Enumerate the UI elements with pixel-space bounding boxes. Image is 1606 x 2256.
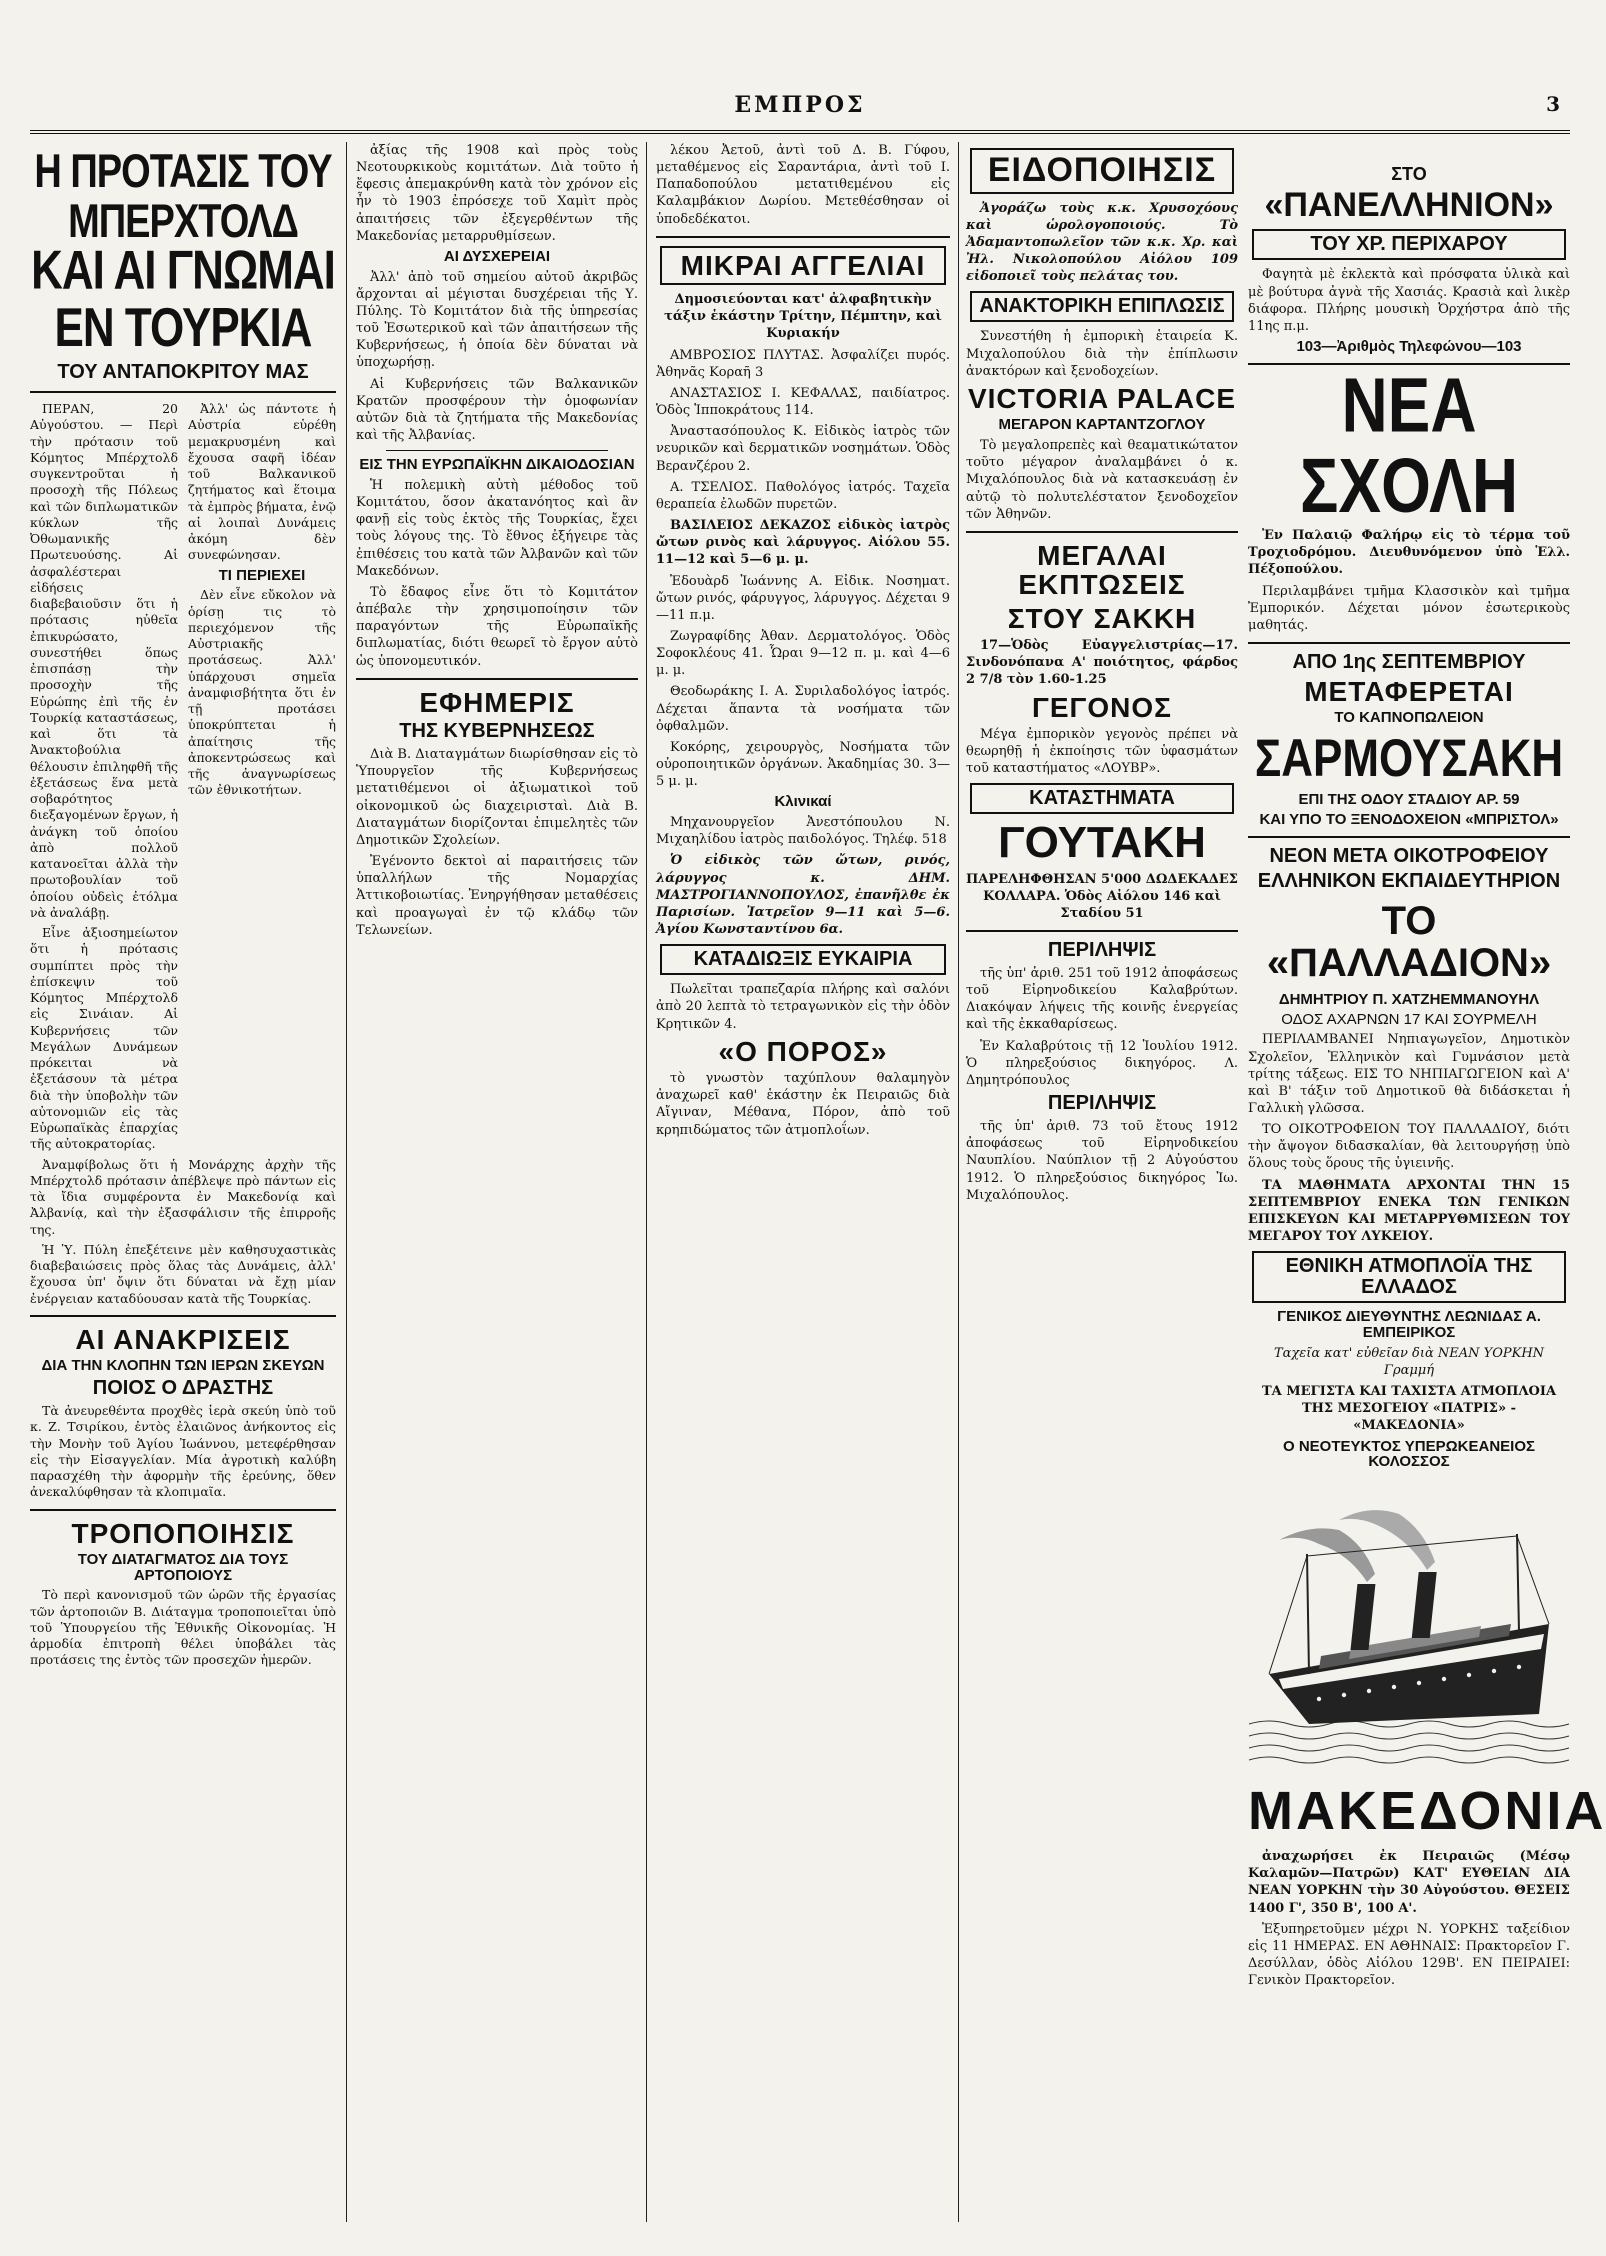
ad-heading: ΕΘΝΙΚΗ ΑΤΜΟΠΛΟΪΑ ΤΗΣ ΕΛΛΑΔΟΣ	[1252, 1251, 1566, 1303]
section-heading: ΜΕΓΑΛΑΙ ΕΚΠΤΩΣΕΙΣ	[1018, 539, 1186, 601]
column-3	[656, 142, 950, 2222]
article-para: Τὸ περὶ κανονισμοῦ τῶν ὡρῶν τῆς ἐργασίας τῶν ἀρτοποιῶν Β. Διάταγμα τροποποιεῖται ὑπὸ τοῦ Ὑπουργείου τῆς Ἐθνικῆς Οἰκονομίας. Ἡ ἀρμοδία ἐπιτροπὴ θέλει ὑποβάλει τὰς προτάσεις της ἐντὸς τῶν προσεχῶν ἡμερῶν.	[30, 1587, 336, 1668]
lead-headline-1: Η ΠΡΟΤΑΣΙΣ ΤΟΥ ΜΠΕΡΧΤΟΛΔ	[34, 145, 332, 248]
ad-subheading: ΜΕΓΑΡΟΝ ΚΑΡΤΑΝΤΖΟΓΛΟΥ	[998, 416, 1206, 434]
ad-text: Περιλαμβάνει τμῆμα Κλασσικὸν καὶ τμῆμα Ἐμπορικόν. Δέχεται μόνον ἐσωτερικοὺς μαθητάς.	[1248, 583, 1570, 633]
section-subheading: ΤΟΥ ΔΙΑΤΑΓΜΑΤΟΣ ΔΙΑ ΤΟΥΣ ΑΡΤΟΠΟΙΟΥΣ	[77, 1550, 289, 1584]
section-heading: ΜΙΚΡΑΙ ΑΓΓΕΛΙΑΙ	[660, 246, 946, 285]
section-heading: Κλινικαί	[774, 793, 832, 811]
ad-subheading: ΑΠΟ 1ης ΣΕΠΤΕΜΒΡΙΟΥ	[1292, 651, 1526, 674]
article-para: Ἡ πολεμικὴ αὐτὴ μέθοδος τοῦ Κομιτάτου, ὅσον ἀκατανόητος καὶ ἂν φανῇ εἰς τοὺς ἐκτὸς τῆς Τουρκίας, ἔχει τοὺς λόγους της. Τὸ ἔθνος ἐξήγειρε τὰς ἐπιθέσεις του κατὰ τῶν Ἀλβανῶν καὶ τῶν Μακεδόνων.	[356, 478, 638, 579]
section-heading: ΓΕΓΟΝΟΣ	[1032, 691, 1172, 723]
ad-text: τῆς ὑπ' ἀριθ. 73 τοῦ ἔτους 1912 ἀποφάσεως τοῦ Εἰρηνοδικείου Ναυπλίου. Ναύπλιον τῇ 2 Αὐγούστου 1912. Ὁ πληρεξούσιος δικηγόρος Ἰω. Μιχαλόπουλος.	[966, 1119, 1238, 1203]
column-5	[1248, 142, 1606, 2222]
ad-prefix: ΣΤΟ	[1391, 164, 1427, 184]
column-2	[356, 142, 638, 2222]
ad-subheading: ΕΛΛΗΝΙΚΟΝ ΕΚΠΑΙΔΕΥΤΗΡΙΟΝ	[1257, 869, 1561, 892]
ad-text: Πωλεῖται τραπεζαρία πλήρης καὶ σαλόνι ἀπὸ 20 λεπτὰ τὸ τετραγωνικὸν εἰς τὴν ὁδὸν Κρητικῶν 4.	[656, 982, 950, 1032]
section-heading: ΚΑΤΑΣΤΗΜΑΤΑ	[970, 783, 1234, 814]
column-4	[966, 142, 1238, 2222]
section-subheading: ΤΗΣ ΚΥΒΕΡΝΗΣΕΩΣ	[399, 720, 595, 743]
article-para: λέκου Ἀετοῦ, ἀντὶ τοῦ Δ. Β. Γύφου, μεταθέμενος εἰς Σαραντάρια, ἀντὶ τοῦ Ι. Παπαδοπούλου μετατιθεμένου εἰς Καλαμβάκιον Δωρίου. Μετεθέσθησαν οἱ ὑποδεδέκατοι.	[656, 143, 950, 227]
ad-text: Φαγητὰ μὲ ἐκλεκτὰ καὶ πρόσφατα ὑλικὰ καὶ μὲ βούτυρα ἀγνὰ τῆς Χασιάς. Κρασιὰ καὶ λικὲρ διάφορα. Πλήρης μουσικὴ Ὀρχήστρα ἀπὸ τῆς 11ης π.μ.	[1248, 267, 1570, 334]
ad-text: Θεοδωράκης Ι. Α. Συριλαδολόγος ἰατρός. Δέχεται ἅπαντα τὰ νοσήματα τῶν ὀφθαλμῶν.	[656, 684, 950, 734]
ad-subheading: 103—Ἀριθμὸς Τηλεφώνου—103	[1296, 338, 1522, 355]
ad-text: τὸ γνωστὸν ταχύπλουν θαλαμηγὸν ἀναχωρεῖ καθ' ἑκάστην ἐκ Πειραιῶς διὰ Αἴγιναν, Μέθανα, Πόρον, ἀπὸ τοῦ κρηπιδώματος τῶν ἀτμοπλοΐων.	[656, 1071, 950, 1138]
article-para: Ἀναμφίβολως ὅτι ἡ Μονάρχης ἀρχὴν τῆς Μπέρχτολδ πρότασιν ἀπέβλεψε πρὸ πάντων εἰς τὰ ἴδια συμφέροντα ἐν Μακεδονίᾳ καὶ Ἀλβανίᾳ, καὶ τὴν ἐξασφάλισιν τῆς ἐπιρροῆς της.	[30, 1156, 336, 1237]
article-para: Ἐγένοντο δεκτοὶ αἱ παραιτήσεις τῶν ὑπαλλήλων τῆς Νομαρχίας Ἀττικοβοιωτίας. Ἐνηργήθησαν μεταθέσεις καὶ προαγωγαὶ ἐν τῷ κλάδῳ τῶν Τελωνείων.	[356, 854, 638, 938]
ad-text: Τὸ μεγαλοπρεπὲς καὶ θεαματικώτατον τοῦτο μέγαρον ἀναλαμβάνει ὁ κ. Μιχαλόπουλος διὰ νὰ κατασκευάσῃ ἐν αὐτῷ τὸ πολυτελέστατον ξενοδοχεῖον τῶν Ἀθηνῶν.	[966, 438, 1238, 522]
ship-name: ΜΑΚΕΔΟΝΙΑ	[1248, 1781, 1606, 1842]
section-heading: ΕΙΣ ΤΗΝ ΕΥΡΩΠΑΪΚΗΝ ΔΙΚΑΙΟΔΟΣΙΑΝ	[359, 456, 635, 474]
section-heading: ΕΙΔΟΠΟΙΗΣΙΣ	[970, 148, 1234, 194]
ad-text: ΠΕΡΙΛΑΜΒΑΝΕΙ Νηπιαγωγεῖον, Δημοτικὸν Σχολεῖον, Ἑλληνικὸν καὶ Γυμνάσιον μετὰ τρίτης τάξεως. ΕΙΣ ΤΟ ΝΗΠΙΑΓΩΓΕΙΟΝ καὶ Α' καὶ Β' τάξιν τοῦ Δημοτικοῦ θὰ διδάσκεται ἡ Γαλλικὴ γλῶσσα.	[1248, 1032, 1570, 1117]
article-para: Τὰ ἀνευρεθέντα προχθὲς ἱερὰ σκεύη ὑπὸ τοῦ κ. Ζ. Τσιρίκου, ἐντὸς ἐλαιῶνος ἀνήκοντος εἰς τὴν Μονὴν τοῦ Ἁγίου Ἰωάννου, μετεφέρθησαν εἰς τὴν Εἰσαγγελίαν. Μία ἀγροτικὴ καλύβη παρασχέθη τὴν ἀφορμὴν τῆς ἐρεύνης, ὅθεν ἀνεκαλύφθησαν τὰ κλοπιμαῖα.	[30, 1403, 336, 1500]
ad-text: ΠΑΡΕΛΗΦΘΗΣΑΝ 5'000 ΔΩΔΕΚΑΔΕΣ ΚΟΛΛΑΡΑ. Ὁδὸς Αἰόλου 146 καὶ Σταδίου 51	[966, 871, 1238, 921]
article-para: ἀξίας τῆς 1908 καὶ πρὸς τοὺς Νεοτουρκικοὺς κομιτάτων. Διὰ τοῦτο ἡ ἔφεσις ἀπεμακρύνθη κατὰ τὸν χρόνον εἰς ἦν τὸ 1903 ἐπρόσεχε τοῦ Χαμὶτ πρὸς ἀπαιτήσεις τῶν ἐξεγερθέντων τῆς Μακεδονίας μεταρρυθμίσεων.	[356, 143, 638, 244]
ad-text: Δημοσιεύονται κατ' ἀλφαβητικὴν τάξιν ἑκάστην Τρίτην, Πέμπτην, καὶ Κυριακήν	[664, 292, 942, 342]
page-number: 3	[1546, 92, 1560, 116]
ad-text: Ἐξυπηρετοῦμεν μέχρι Ν. ΥΟΡΚΗΣ ταξείδιον εἰς 11 ΗΜΕΡΑΣ. ΕΝ ΑΘΗΝΑΙΣ: Πρακτορεῖον Γ. Δεσύλλαν, ὁδὸς Αἰόλου 129Β'. ΕΝ ΠΕΙΡΑΙΕΙ: Γενικὸν Πρακτορεῖον.	[1248, 1921, 1570, 1989]
ad-heading: ΣΤΟΥ ΣΑΚΚΗ	[1007, 602, 1197, 634]
ad-subheading: ΤΟ ΚΑΠΝΟΠΩΛΕΙΟΝ	[1334, 709, 1484, 727]
ad-text: Ἐν Καλαβρύτοις τῇ 12 Ἰουλίου 1912. Ὁ πληρεξούσιος δικηγόρος. Λ. Δημητρόπουλος	[966, 1038, 1238, 1088]
masthead	[30, 90, 1570, 134]
ad-heading: «ΠΑΝΕΛΛΗΝΙΟΝ»	[1264, 185, 1554, 224]
ad-text: 17—Ὁδὸς Εὐαγγελιστρίας—17. Σινδονόπανα Α' ποιότητος, φάρδος 2 7/8 τὸν 1.60-1.25	[966, 638, 1238, 688]
ad-text: ΑΝΑΣΤΑΣΙΟΣ Ι. ΚΕΦΑΛΑΣ, παιδίατρος. Ὁδὸς Ἱπποκράτους 114.	[656, 385, 950, 419]
ad-text: ΤΟ ΟΙΚΟΤΡΟΦΕΙΟΝ ΤΟΥ ΠΑΛΛΑΔΙΟΥ, διότι τὴν ἄψογον διδασκαλίαν, θὰ λειτουργήσῃ ὑπὸ ὅλους τοὺς ὅρους τῆς ὑγιεινῆς.	[1248, 1122, 1570, 1172]
ad-heading: ΜΕΤΑΦΕΡΕΤΑΙ	[1304, 676, 1514, 708]
ad-heading: ΣΑΡΜΟΥΣΑΚΗ	[1254, 729, 1564, 788]
section-heading: ΑΙ ΔΥΣΧΕΡΕΙΑΙ	[443, 247, 551, 265]
ad-text: Ἐν Παλαιῷ Φαλήρῳ εἰς τὸ τέρμα τοῦ Τροχιοδρόμου. Διευθυνόμενον ὑπὸ Ἑλλ. Πέξοπούλου.	[1248, 528, 1570, 578]
section-heading: ΠΕΡΙΛΗΨΙΣ	[1047, 939, 1157, 962]
ad-subheading: ΤΟΥ ΧΡ. ΠΕΡΙΧΑΡΟΥ	[1252, 229, 1566, 260]
newspaper-title: ΕΜΠΡΟΣ	[734, 92, 866, 118]
article-para: Αἱ Κυβερνήσεις τῶν Βαλκανικῶν Κρατῶν προσφέρουν τὴν ὁμοφωνίαν αὐτῶν διὰ τὰ ζητήματα τῆς Μακεδονίας καὶ τῆς Ἀλβανίας.	[356, 376, 638, 444]
newspaper-page	[30, 30, 1606, 2230]
article-para: Ἡ Ὑ. Πύλη ἐπεξέτεινε μὲν καθησυχαστικὰς διαβεβαιώσεις πρὸς ὅλας τὰς Δυνάμεις, ἀλλ' ἔχουσα ὑπ' ὄψιν ὅτι δύναται νὰ ἔχῃ μίαν ἐνέργειαν καταδύουσαν κατὰ τῆς Τουρκίας.	[30, 1241, 336, 1306]
ad-text: Ζωγραφίδης Ἀθαν. Δερματολόγος. Ὁδὸς Σοφοκλέους 41. Ὧραι 9—12 π. μ. καὶ 4—6 μ. μ.	[656, 628, 950, 679]
ad-subheading: Ο ΝΕΟΤΕΥΚΤΟΣ ΥΠΕΡΩΚΕΑΝΕΙΟΣ ΚΟΛΟΣΣΟΣ	[1282, 1437, 1536, 1471]
lead-headline-2: ΚΑΙ ΑΙ ΓΝΩΜΑΙ ΕΝ ΤΟΥΡΚΙΑ	[31, 239, 335, 359]
ad-heading: ΓΟΥΤΑΚΗ	[998, 818, 1206, 868]
article-para: Τὸ ἔδαφος εἶνε ὅτι τὸ Κομιτάτον ἀπέβαλε τὴν χρησιμοποίησιν τῶν παραγόντων τῆς Εὐρωπαϊκῆς διπλωματίας, διότι θεωρεῖ τὸ ἔργον αὐτὸ ὡς ὑπονομευτικόν.	[356, 584, 638, 669]
ad-text: ΤΑ ΜΑΘΗΜΑΤΑ ΑΡΧΟΝΤΑΙ ΤΗΝ 15 ΣΕΠΤΕΜΒΡΙΟΥ ΕΝΕΚΑ ΤΩΝ ΓΕΝΙΚΩΝ ΕΠΙΣΚΕΥΩΝ ΚΑΙ ΜΕΤΑΡΡΥΘΜΙΣΕΩΝ ΤΟΥ ΜΕΓΑΡΟΥ ΤΟΥ ΛΥΚΕΙΟΥ.	[1248, 1177, 1570, 1245]
ad-subheading: ΕΠΙ ΤΗΣ ΟΔΟΥ ΣΤΑΔΙΟΥ ΑΡ. 59	[1298, 791, 1520, 809]
ad-subheading: ΟΔΟΣ ΑΧΑΡΝΩΝ 17 ΚΑΙ ΣΟΥΡΜΕΛΗ	[1281, 1010, 1537, 1028]
column-1	[30, 142, 336, 2222]
ad-heading: ΝΕΑ ΣΧΟΛΗ	[1299, 361, 1519, 529]
section-heading: ΑΝΑΚΤΟΡΙΚΗ ΕΠΙΠΛΩΣΙΣ	[970, 291, 1234, 322]
ad-text: Μέγα ἐμπορικὸν γεγονὸς πρέπει νὰ θεωρηθῇ ἡ ἐκποίησις τῶν ὑφασμάτων τοῦ καταστήματος «ΛΟΥΒΡ».	[966, 726, 1238, 777]
ad-text: ΑΜΒΡΟΣΙΟΣ ΠΛΥΤΑΣ. Ἀσφαλίζει πυρός. Ἀθηνᾶς Κοραῆ 3	[656, 347, 950, 380]
ad-text: Ἀγοράζω τοὺς κ.κ. Χρυσοχόους καὶ ὡρολογοποιούς. Τὸ Ἀδαμαντοπωλεῖον τῶν κ.κ. Χρ. καὶ Ἠλ. Νικολοπούλου Αἰόλου 109 εἰδοποιεῖ τοὺς πελάτας του.	[966, 200, 1238, 285]
article-para: Δὲν εἶνε εὔκολον νὰ ὁρίσῃ τις τὸ περιεχόμενον τῆς Αὐστριακῆς προτάσεως. Ἀλλ' ὑπάρχουσι σημεῖα ἀναμφισβήτητα ὅτι ἐν τῇ προτάσει ὑποκρύπτεται ἡ ἀπαίτησις τῆς ἀποκεντρώσεως καὶ τῆς ἀναγνωρίσεως τῶν ἐθνικοτήτων.	[188, 587, 336, 798]
article-para: Διὰ Β. Διαταγμάτων διωρίσθησαν εἰς τὸ Ὑπουργεῖον τῆς Κυβερνήσεως μετατιθέμενοι οἱ ἀξιωματικοὶ τοῦ οἰκονομικοῦ ὡς διαχειρισταὶ. Διὰ Β. Διαταγμάτων διορίζονται ἐπιμελητὲς τῶν Δημοτικῶν Σχολείων.	[356, 747, 638, 848]
ad-heading: ΤΟ «ΠΑΛΛΑΔΙΟΝ»	[1266, 898, 1552, 985]
article-para: Εἶνε ἀξιοσημείωτον ὅτι ἡ πρότασις συμπίπτει πρὸς τὴν ἐπίσκεψιν τοῦ Κόμητος Μπέρχτολδ εἰς Σινάιαν. Αἱ Κυβερνήσεις τῶν Μεγάλων Δυνάμεων πρόκειται νὰ ἐξετάσουν τὰ μέτρα διὰ τὴν ὑποβολὴν τῶν αὐτονομιῶν εἰς τὰς Εὐρωπαϊκὰς ἐπαρχίας τῆς αὐτοκρατορίας.	[30, 925, 178, 1152]
article-para: ΠΕΡΑΝ, 20 Αὐγούστου. — Περὶ τὴν πρότασιν τοῦ Κόμητος Μπέρχτολδ συγκεντροῦται ἡ προσοχὴ τῆς Πόλεως καὶ τῶν διπλωματικῶν κύκλων τῆς Ὀθωμανικῆς Πρωτευούσης. Αἱ ἀσφαλέστεραι εἰδήσεις διαβεβαιοῦσιν ὅτι ἡ πρότασις ηὐθεῖα ἐπικυρώσατο, συνεστήθει ὅπως ἐπισπάσῃ τὴν προσοχὴν τῆς Εὐρώπης ἐπὶ τῆς ἐν Τουρκίᾳ καταστάσεως, καὶ ὅτι τὰ Ἀνακτοβούλια θέλουσιν ἐπιληφθῆ τῆς ἐξετάσεως ἕνα μετὰ σοβαρότητος διεξαγομένων ἔργων, ἡ ἀνάγκη τοῦ ὁποίου ἀπὸ πολλοῦ κατανοεῖται ἀλλὰ τὴν πρωτοβουλίαν τοῦ ὁποίου οὐδεὶς ἐτόλμα νὰ ἀναλάβῃ.	[30, 401, 178, 920]
ad-heading: VICTORIA PALACE	[967, 382, 1237, 414]
ad-text: ἀναχωρήσει ἐκ Πειραιῶς (Μέσῳ Καλαμῶν—Πατρῶν) ΚΑΤ' ΕΥΘΕΙΑΝ ΔΙΑ ΝΕΑΝ ΥΟΡΚΗΝ τὴν 30 Αὐγούστου. ΘΕΣΕΙΣ 1400 Γ', 350 Β', 100 Α'.	[1248, 1849, 1570, 1916]
ad-text: Ἀναστασόπουλος Κ. Εἰδικὸς ἰατρὸς τῶν νευρικῶν καὶ δερματικῶν νοσημάτων. Ὁδὸς Βερανζέρου 2.	[656, 424, 950, 474]
ad-text: Μηχανουργεῖον Ἀνεστόπουλου Ν. Μιχαηλίδου ἰατρὸς παιδολόγος. Τηλέφ. 518	[656, 815, 950, 848]
ad-text: Ὁ εἰδικὸς τῶν ὤτων, ρινός, λάρυγγος κ. ΔΗΜ. ΜΑΣΤΡΟΓΙΑΝΝΟΠΟΥΛΟΣ, ἐπανῆλθε ἐκ Παρισίων. Ἰατρεῖον 9—11 καὶ 5—6. Ἀγίου Κωνσταντίνου 6α.	[656, 853, 950, 938]
section-heading: ΕΦΗΜΕΡΙΣ	[419, 686, 575, 718]
ad-text: Κοκόρης, χειρουργὸς, Νοσήματα τῶν οὐροποιητικῶν ὀργάνων. Ἀκαδημίας 30. 3—5 μ. μ.	[656, 739, 950, 790]
ad-text: ΤΑ ΜΕΓΙΣΤΑ ΚΑΙ ΤΑΧΙΣΤΑ ΑΤΜΟΠΛΟΙΑ ΤΗΣ ΜΕΣΟΓΕΙΟΥ «ΠΑΤΡΙΣ» - «ΜΑΚΕΔΟΝΙΑ»	[1261, 1384, 1557, 1434]
ad-text: Συνεστήθη ἡ ἐμπορικὴ ἑταιρεία Κ. Μιχαλοπούλου διὰ τὴν ἐπίπλωσιν ἀνακτόρων καὶ ξενοδοχείων.	[966, 329, 1238, 379]
steamship-illustration	[1248, 1474, 1570, 1774]
ad-text: Ἐδουὰρδ Ἰωάννης Α. Εἰδικ. Νοσηματ. ὤτων ρινός, φάρυγγος, λάρυγγος. Δέχεται 9—11 π.μ.	[656, 573, 950, 623]
ad-subheading: ΝΕΟΝ ΜΕΤΑ ΟΙΚΟΤΡΟΦΕΙΟΥ	[1269, 844, 1549, 867]
ad-text: ΒΑΣΙΛΕΙΟΣ ΔΕΚΑΖΟΣ εἰδικὸς ἰατρὸς ὤτων ρινὸς καὶ λάρυγγος. Αἰόλου 55. 11—12 καὶ 5—6 μ. μ.	[656, 518, 950, 568]
ad-text: τῆς ὑπ' ἀριθ. 251 τοῦ 1912 ἀποφάσεως τοῦ Εἰρηνοδικείου Καλαβρύτων. Διακόψαν λήψεις τῆς κοινῆς ἐνεργείας καὶ τῆς ἐκκαθαρίσεως.	[966, 966, 1238, 1033]
section-heading: ΚΑΤΑΔΙΩΞΙΣ ΕΥΚΑΙΡΙΑ	[660, 944, 946, 975]
section-heading: ΤΙ ΠΕΡΙΕΧΕΙ	[218, 566, 306, 584]
section-heading: «Ο ΠΟΡΟΣ»	[718, 1035, 888, 1067]
article-para: Ἀλλ' ὡς πάντοτε ἡ Αὐστρία εὑρέθη μεμακρυσμένη καὶ ἔχουσα σαφῆ ἰδέαν τοῦ Βαλκανικοῦ ζητήματος καὶ ἕτοιμα τὰ ἐμπρὸς βήματα, ἐνῷ αἱ λοιπαὶ Δυνάμεις ἀκόμη δὲν συνεφώνησαν.	[188, 401, 336, 563]
ad-subheading: ΓΕΝΙΚΟΣ ΔΙΕΥΘΥΝΤΗΣ ΛΕΩΝΙΔΑΣ Α. ΕΜΠΕΙΡΙΚΟΣ	[1277, 1308, 1541, 1342]
ad-subheading: ΚΑΙ ΥΠΟ ΤΟ ΞΕΝΟΔΟΧΕΙΟΝ «ΜΠΡΙΣΤΟΛ»	[1259, 811, 1559, 829]
ad-subheading: ΔΗΜΗΤΡΙΟΥ Π. ΧΑΤΖΗΕΜΜΑΝΟΥΗΛ	[1278, 990, 1540, 1008]
article-para: Ἀλλ' ἀπὸ τοῦ σημείου αὐτοῦ ἀκριβῶς ἄρχονται αἱ μέγισται δυσχέρειαι τῆς Υ. Πύλης. Τὸ Κομιτάτον διὰ τῆς ὑπηρεσίας τοῦ Ἐσωτερικοῦ καὶ τῶν ἀπαιτήσεων τῆς Κυβερνήσεως, ἡ ὁποία δὲν δύναται νὰ ὑποχωρήσῃ.	[356, 269, 638, 371]
lead-subhead: ΤΟΥ ΑΝΤΑΠΟΚΡΙΤΟΥ ΜΑΣ	[57, 361, 309, 384]
section-heading: ΤΡΟΠΟΠΟΙΗΣΙΣ	[71, 1517, 295, 1549]
ad-text: Ταχεῖα κατ' εὐθεῖαν διὰ ΝΕΑΝ ΥΟΡΚΗΝ Γραμμή	[1273, 1345, 1545, 1378]
section-heading: ΑΙ ΑΝΑΚΡΙΣΕΙΣ	[75, 1323, 291, 1355]
section-subheading: ΠΟΙΟΣ Ο ΔΡΑΣΤΗΣ	[92, 1377, 274, 1400]
section-heading: ΠΕΡΙΛΗΨΙΣ	[1047, 1092, 1157, 1115]
section-subheading: ΔΙΑ ΤΗΝ ΚΛΟΠΗΝ ΤΩΝ ΙΕΡΩΝ ΣΚΕΥΩΝ	[41, 1357, 325, 1375]
ad-text: Α. ΤΣΕΛΙΟΣ. Παθολόγος ἰατρός. Ταχεῖα θεραπεία ἐλωδῶν πυρετῶν.	[656, 479, 950, 512]
